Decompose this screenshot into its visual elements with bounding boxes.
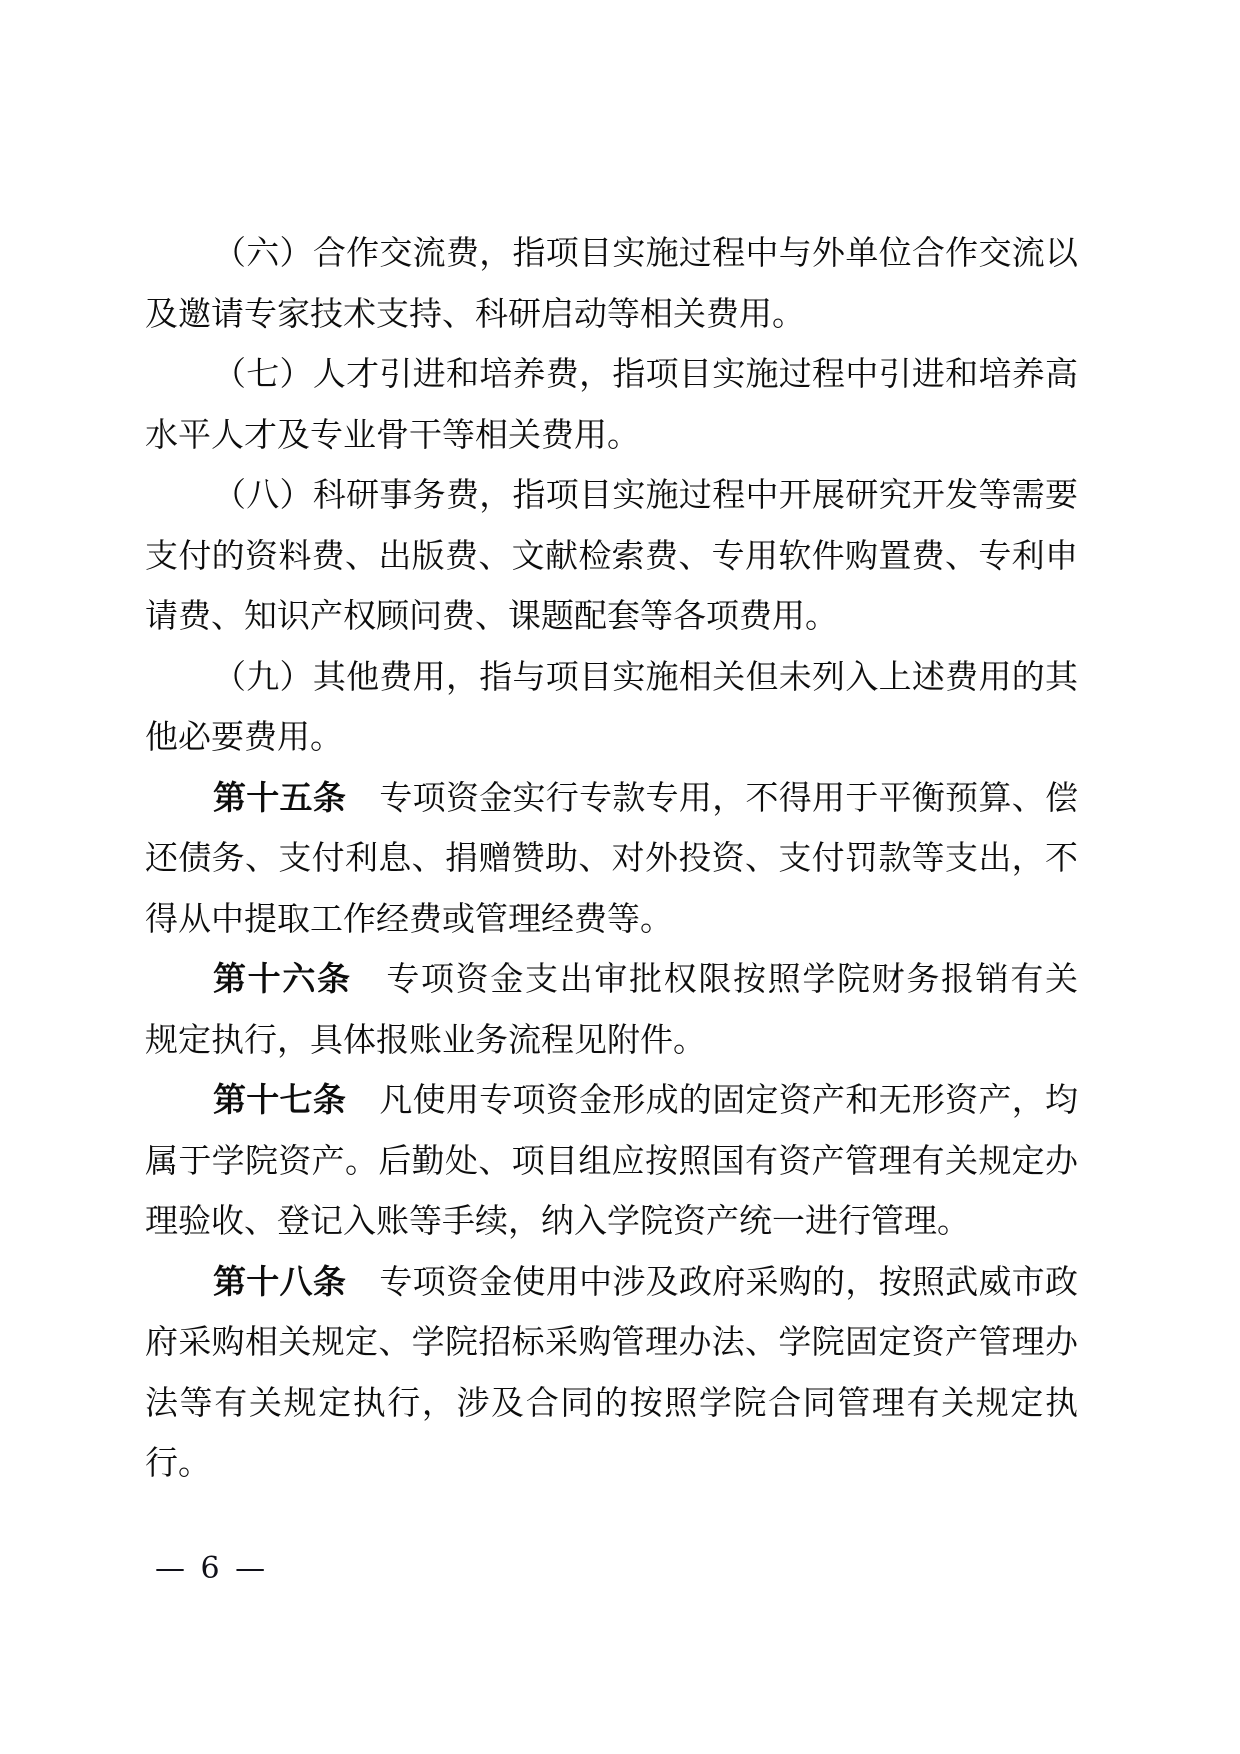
text-line <box>145 1252 1078 1313</box>
text-line <box>145 465 1078 526</box>
body-text-segment: 得从中提取工作经费或管理经费等。 <box>145 898 673 938</box>
paragraph <box>145 1070 1078 1252</box>
ideographic-space <box>346 1292 379 1293</box>
text-line <box>145 828 1078 889</box>
body-text-segment: 水平人才及专业骨干等相关费用。 <box>145 414 640 454</box>
page-number: — 6 — <box>155 1551 269 1586</box>
article-heading: 第十五条 <box>213 777 347 817</box>
body-text-segment: 行。 <box>145 1443 211 1482</box>
paragraph <box>145 223 1078 344</box>
document-body <box>145 223 1078 1494</box>
text-line <box>145 526 1078 587</box>
ideographic-space <box>346 808 379 809</box>
text-line <box>145 1070 1078 1131</box>
body-text-segment: （六）合作交流费，指项目实施过程中与外单位合作交流以 <box>213 233 1078 272</box>
text-line <box>145 284 1078 345</box>
text-line <box>145 768 1078 829</box>
body-text-segment: 请费、知识产权顾问费、课题配套等各项费用。 <box>145 596 838 635</box>
text-line <box>145 344 1078 405</box>
body-text-segment: 支付的资料费、出版费、文献检索费、专用软件购置费、专利申 <box>145 535 1078 575</box>
body-text-segment: 属于学院资产。后勤处、项目组应按照国有资产管理有关规定办 <box>145 1140 1078 1180</box>
text-line <box>145 1373 1078 1434</box>
body-text-segment: 规定执行，具体报账业务流程见附件。 <box>145 1019 706 1059</box>
article-heading: 第十八条 <box>213 1261 347 1301</box>
article-heading: 第十六条 <box>213 959 352 998</box>
body-text-segment: 专项资金支出审批权限按照学院财务报销有关 <box>384 959 1078 998</box>
ideographic-space <box>346 1110 379 1111</box>
text-line <box>145 647 1078 708</box>
body-text-segment: 专项资金实行专款专用，不得用于平衡预算、偿 <box>379 777 1078 817</box>
paragraph <box>145 465 1078 647</box>
text-line <box>145 1191 1078 1252</box>
article-heading: 第十七条 <box>213 1080 347 1119</box>
body-text-segment: 专项资金使用中涉及政府采购的，按照武威市政 <box>379 1261 1078 1301</box>
body-text-segment: 理验收、登记入账等手续，纳入学院资产统一进行管理。 <box>145 1201 970 1240</box>
text-line <box>145 1312 1078 1373</box>
body-text-segment: 法等有关规定执行，涉及合同的按照学院合同管理有关规定执 <box>145 1382 1078 1422</box>
paragraph <box>145 1252 1078 1494</box>
paragraph <box>145 949 1078 1070</box>
text-line <box>145 949 1078 1010</box>
ideographic-space <box>352 989 385 990</box>
text-line <box>145 1433 1078 1494</box>
paragraph <box>145 344 1078 465</box>
text-line <box>145 223 1078 284</box>
body-text-segment: （八）科研事务费，指项目实施过程中开展研究开发等需要 <box>213 475 1078 514</box>
body-text-segment: （九）其他费用，指与项目实施相关但未列入上述费用的其 <box>213 656 1078 696</box>
body-text-segment: 及邀请专家技术支持、科研启动等相关费用。 <box>145 293 805 333</box>
paragraph <box>145 768 1078 950</box>
text-line <box>145 1010 1078 1071</box>
text-line <box>145 889 1078 950</box>
text-line <box>145 1131 1078 1192</box>
body-text-segment: 还债务、支付利息、捐赠赞助、对外投资、支付罚款等支出，不 <box>145 838 1078 877</box>
body-text-segment: （七）人才引进和培养费，指项目实施过程中引进和培养高 <box>213 354 1078 393</box>
text-line <box>145 405 1078 466</box>
body-text-segment: 凡使用专项资金形成的固定资产和无形资产，均 <box>379 1080 1078 1119</box>
text-line <box>145 586 1078 647</box>
paragraph <box>145 647 1078 768</box>
text-line <box>145 707 1078 768</box>
body-text-segment: 他必要费用。 <box>145 717 343 756</box>
body-text-segment: 府采购相关规定、学院招标采购管理办法、学院固定资产管理办 <box>145 1322 1078 1361</box>
